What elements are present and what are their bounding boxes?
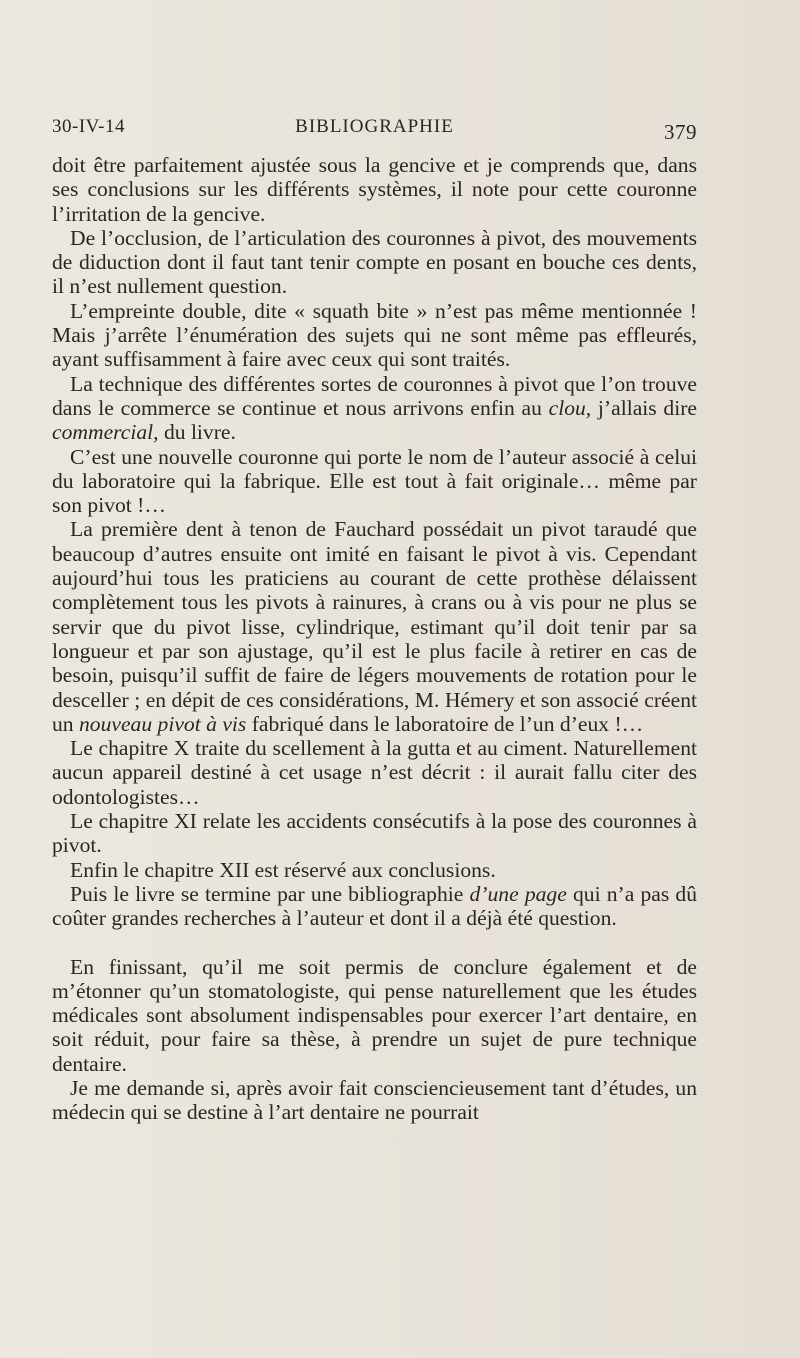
paragraph: Enfin le chapitre XII est réservé aux conclusions. — [70, 857, 496, 882]
paragraph: doit être parfaitement ajustée sous la gencive et je comprends que, dans ses conclusions sur les différents systèmes, il note pour cette couronne l’irritation de la gencive. — [52, 153, 697, 226]
paragraph: C’est une nouvelle couronne qui porte le nom de l’auteur associé à celui du laboratoire qui la fabrique. Elle est tout à fait originale… même par son pivot !… — [52, 444, 697, 518]
page-number: 379 — [664, 120, 697, 144]
italic-text: commercial, — [52, 420, 159, 445]
italic-text: nouveau pivot à vis — [79, 711, 247, 736]
body-text — [52, 153, 697, 1125]
paragraph: La technique des différentes sortes de couronnes à pivot que l’on trouve dans le commerce se continue et nous arrivons enfin au clou, j’allais dire commercial, du livre. — [52, 371, 697, 445]
running-header — [52, 116, 697, 142]
paragraph: Le chapitre XI relate les accidents consécutifs à la pose des couronnes à pivot. — [52, 809, 697, 858]
paragraph: Je me demande si, après avoir fait consciencieusement tant d’études, un médecin qui se destine à l’art dentaire ne pourrait — [52, 1075, 697, 1125]
paragraph: La première dent à tenon de Fauchard possédait un pivot taraudé que beaucoup d’autres ensuite ont imité en faisant le pivot à vis. Cependant aujourd’hui tous les praticiens au courant de cette prothèse délaissent complètement tous les pivots à rainures, à crans ou à vis pour ne plus se servir que du pivot lisse, cylindrique, estimant qu’il doit tenir par sa longueur et par son ajustage, qu’il est le plus facile à retirer en cas de besoin, puisqu’il suffit de faire de légers mouvements de rotation pour le desceller ; en dépit de ces considérations, M. Hémery et son associé créent un nouveau pivot à vis fabriqué dans le laboratoire de l’un d’eux !… — [52, 517, 697, 736]
paragraph: L’empreinte double, dite « squath bite » n’est pas même mentionnée ! Mais j’arrête l’énumération des sujets qui ne sont même pas effleurés, ayant suffisamment à faire avec ceux qui sont traités. — [52, 298, 697, 372]
header-date: 30-IV-14 — [52, 116, 125, 137]
italic-text: d’une page — [469, 881, 567, 906]
paragraph: Puis le livre se termine par une bibliographie d’une page qui n’a pas dû coûter grandes recherches à l’auteur et dont il a déjà été question. — [52, 881, 698, 931]
paragraph: De l’occlusion, de l’articulation des couronnes à pivot, des mouvements de diduction dont il faut tant tenir compte en posant en bouche ces dents, il n’est nullement question. — [52, 225, 697, 299]
header-title: BIBLIOGRAPHIE — [295, 116, 454, 137]
paragraph: En finissant, qu’il me soit permis de conclure également et de m’étonner qu’un stomatologiste, qui pense naturellement que les études médicales sont absolument indispensables pour exercer l’art dentaire, en soit réduit, pour faire sa thèse, à prendre un sujet de pure technique dentaire. — [52, 954, 697, 1076]
italic-text: clou, — [548, 395, 592, 420]
paragraph: Le chapitre X traite du scellement à la gutta et au ciment. Naturellement aucun appareil destiné à cet usage n’est décrit : il aurait fallu citer des odontologistes… — [52, 736, 697, 809]
